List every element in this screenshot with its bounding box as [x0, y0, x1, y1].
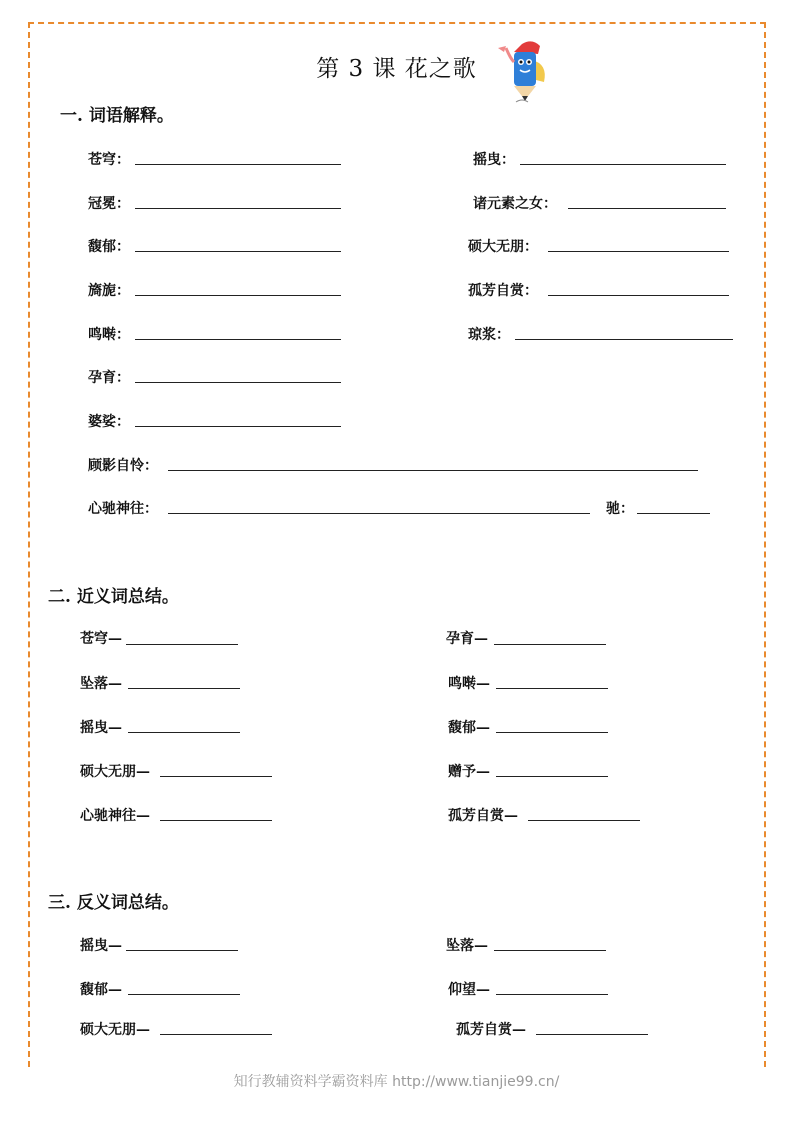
- term-label: 坠落—: [446, 938, 488, 954]
- answer-line[interactable]: [515, 339, 733, 340]
- term-label: 苍穹：: [88, 152, 130, 168]
- section-2-heading: 二. 近义词总结。: [48, 587, 179, 607]
- answer-line[interactable]: [168, 513, 590, 514]
- answer-line[interactable]: [536, 1034, 648, 1035]
- answer-line[interactable]: [568, 208, 726, 209]
- section-3-heading: 三. 反义词总结。: [48, 893, 179, 913]
- section-1-heading: 一. 词语解释。: [60, 106, 174, 126]
- answer-line[interactable]: [496, 776, 608, 777]
- answer-line[interactable]: [520, 164, 726, 165]
- answer-line[interactable]: [160, 776, 272, 777]
- answer-line[interactable]: [528, 820, 640, 821]
- answer-line[interactable]: [496, 994, 608, 995]
- term-label: 孤芳自赏—: [456, 1022, 526, 1038]
- term-label: 仰望—: [448, 982, 490, 998]
- term-label: 顾影自怜：: [88, 458, 158, 474]
- answer-line[interactable]: [135, 339, 341, 340]
- term-label: 硕大无朋—: [80, 764, 150, 780]
- term-label: 心驰神往：: [88, 501, 158, 517]
- term-label: 孕育—: [446, 631, 488, 647]
- answer-line[interactable]: [126, 644, 238, 645]
- term-label: 摇曳—: [80, 720, 122, 736]
- answer-line[interactable]: [128, 994, 240, 995]
- term-label: 旖旎：: [88, 283, 130, 299]
- answer-line[interactable]: [135, 208, 341, 209]
- term-label: 鸣啭—: [448, 676, 490, 692]
- answer-line[interactable]: [126, 950, 238, 951]
- answer-line[interactable]: [496, 688, 608, 689]
- answer-line[interactable]: [135, 382, 341, 383]
- term-label: 驰：: [606, 501, 634, 517]
- term-label: 苍穹—: [80, 631, 122, 647]
- term-label: 诸元素之女：: [473, 196, 557, 212]
- page-title: 第 3 课 花之歌: [316, 56, 477, 82]
- term-label: 孤芳自赏：: [468, 283, 538, 299]
- term-label: 坠落—: [80, 676, 122, 692]
- answer-line[interactable]: [494, 950, 606, 951]
- term-label: 摇曳—: [80, 938, 122, 954]
- term-label: 馥郁—: [448, 720, 490, 736]
- term-label: 馥郁—: [80, 982, 122, 998]
- answer-line[interactable]: [548, 251, 729, 252]
- term-label: 硕大无朋：: [468, 239, 538, 255]
- answer-line[interactable]: [135, 426, 341, 427]
- term-label: 鸣啭：: [88, 327, 130, 343]
- term-label: 婆娑：: [88, 414, 130, 430]
- answer-line[interactable]: [160, 820, 272, 821]
- answer-line[interactable]: [168, 470, 698, 471]
- term-label: 心驰神往—: [80, 808, 150, 824]
- page-border: [28, 22, 766, 1077]
- answer-line[interactable]: [160, 1034, 272, 1035]
- answer-line[interactable]: [548, 295, 729, 296]
- term-label: 硕大无朋—: [80, 1022, 150, 1038]
- term-label: 赠予—: [448, 764, 490, 780]
- answer-line[interactable]: [128, 688, 240, 689]
- term-label: 孕育：: [88, 370, 130, 386]
- answer-line[interactable]: [128, 732, 240, 733]
- term-label: 孤芳自赏—: [448, 808, 518, 824]
- term-label: 馥郁：: [88, 239, 130, 255]
- answer-line[interactable]: [135, 295, 341, 296]
- term-label: 摇曳：: [473, 152, 515, 168]
- footer-watermark: 知行教辅资料学霸资料库 http://www.tianjie99.cn/: [0, 1071, 793, 1091]
- answer-line[interactable]: [637, 513, 710, 514]
- answer-line[interactable]: [496, 732, 608, 733]
- answer-line[interactable]: [135, 164, 341, 165]
- answer-line[interactable]: [494, 644, 606, 645]
- term-label: 冠冕：: [88, 196, 130, 212]
- answer-line[interactable]: [135, 251, 341, 252]
- term-label: 琼浆：: [468, 327, 510, 343]
- pencil-mascot-icon: [492, 38, 554, 106]
